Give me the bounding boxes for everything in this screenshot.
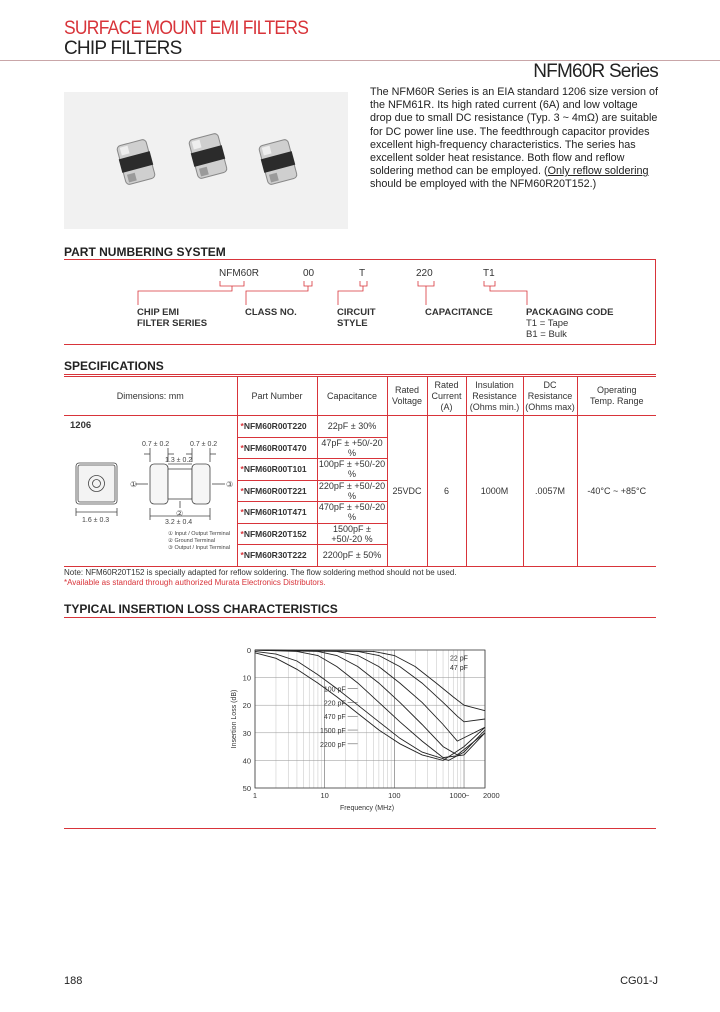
notes [64, 568, 457, 588]
specifications-title: SPECIFICATIONS [64, 359, 164, 373]
part-number: NFM60R00T220 [243, 421, 307, 432]
legend-3: ③ Output / Input Terminal [168, 545, 230, 551]
hdr-ins-1: Insulation [475, 379, 514, 390]
intro-underlined: Only reflow soldering [547, 165, 649, 178]
specifications-rule [64, 374, 656, 375]
hdr-ins-3: (Ohms min.) [469, 401, 520, 412]
y-axis-title: Insertion Loss (dB) [231, 689, 238, 749]
pn-label-packaging-title: PACKAGING CODE [526, 307, 614, 318]
series-title: NFM60R Series [533, 61, 658, 82]
part-number: NFM60R00T221 [243, 485, 307, 496]
dimensions-cell [64, 416, 237, 567]
pn-code-packaging: T1 [483, 268, 495, 279]
part-number-cell: *NFM60R30T222 [237, 545, 317, 567]
part-number: NFM60R00T101 [243, 464, 307, 475]
part-number: NFM60R20T152 [243, 528, 307, 539]
specifications-table [64, 376, 656, 567]
spec-header-row [64, 377, 656, 416]
x-tick-separator: ~ [465, 791, 470, 800]
hdr-part: Part Number [237, 377, 317, 416]
rated-voltage-cell: 25VDC [387, 416, 427, 567]
terminal-2-label: ② [176, 509, 184, 518]
pn-code-circuit: T [359, 268, 366, 279]
hdr-dc [523, 377, 577, 416]
hdr-curr [427, 377, 466, 416]
capacitance-cell: 2200pF ± 50% [317, 545, 387, 567]
hdr-curr-2: Current [431, 390, 462, 401]
pn-label-circuit-2: STYLE [337, 318, 368, 329]
series-label: 470 pF [323, 714, 346, 722]
hdr-dc-3: (Ohms max) [525, 401, 575, 412]
y-tick-label: 50 [242, 784, 251, 793]
pn-label-series-1: CHIP EMI [137, 307, 180, 318]
temp-range-cell: -40°C ~ +85°C [577, 416, 656, 567]
pn-label-series [137, 307, 207, 329]
capacitance-cell: 100pF ± +50/-20 % [318, 459, 386, 480]
pn-code-series: NFM60R [219, 268, 260, 279]
y-tick-label: 40 [242, 756, 251, 766]
y-tick-label: 30 [242, 728, 251, 738]
pn-label-circuit [337, 307, 376, 329]
pn-label-packaging [526, 307, 613, 340]
x-axis-title: Frequency (MHz) [339, 805, 395, 812]
part-number: NFM60R10T471 [243, 507, 307, 518]
part-number: NFM60R00T470 [243, 442, 307, 453]
note-line-2: *Available as standard through authorized Murata Electronics Distributors. [64, 578, 326, 587]
hdr-cap: Capacitance [317, 377, 387, 416]
series-label: 100 pF [323, 686, 346, 694]
part-numbering-title: PART NUMBERING SYSTEM [64, 245, 226, 259]
part-numbering-brackets [0, 0, 720, 320]
insertion-loss-chart [64, 632, 504, 822]
footer-divider [64, 828, 656, 829]
hdr-volt [387, 377, 427, 416]
hdr-volt-2: Voltage [391, 396, 423, 406]
part-number-cell: *NFM60R00T221 [237, 480, 317, 502]
x-tick-label: 2000 [483, 791, 500, 800]
capacitance-cell: 470pF ± +50/-20 % [318, 502, 386, 523]
series-label: 2200 pF [319, 741, 346, 749]
intro-text-end: should be employed with the NFM60R20T152.) [370, 178, 597, 191]
hdr-dims: Dimensions: mm [64, 377, 237, 416]
chart-labels [231, 646, 500, 812]
intro-text: The NFM60R Series is an EIA standard 1206 size version of the NFM61R. Its high rated current (6A) and low voltage drop due to small DC resistance (Typ. 3 ~ 4mΩ) are suitable for DC power line use. The feedthrough capacitor provides excellent high-frequency characteristics. The series has excellent solder heat resistance. Both flow and reflow soldering method can be employed. ( [370, 86, 659, 178]
capacitance-cell: 22pF ± 30% [317, 416, 387, 438]
pn-label-series-2: FILTER SERIES [137, 318, 208, 329]
series-line-100pf [255, 650, 485, 741]
hdr-temp-2: Temp. Range [589, 396, 644, 406]
pn-code-capacitance: 220 [416, 268, 433, 279]
hdr-dc-1: DC [543, 379, 557, 390]
catalog-code: CG01-J [620, 975, 658, 987]
hdr-ins-2: Resistance [472, 390, 517, 401]
series-label: 47 pF [450, 664, 468, 672]
dim-label-5: 3.2 ± 0.4 [165, 519, 193, 526]
x-tick-label: 1000 [449, 791, 467, 800]
page-number: 188 [64, 975, 83, 987]
pn-packaging-opt-2: B1 = Bulk [526, 329, 567, 340]
terminal-3-label: ③ [226, 480, 234, 489]
pn-label-class: CLASS NO. [245, 307, 297, 318]
legend-2: ② Ground Terminal [168, 538, 216, 544]
hdr-curr-3: (A) [440, 401, 453, 412]
pn-label-circuit-1: CIRCUIT [337, 307, 376, 318]
size-code: 1206 [70, 420, 92, 431]
x-tick-label: 10 [320, 791, 329, 800]
dim-label-3: 1.3 ± 0.2 [165, 457, 193, 464]
part-number-cell: *NFM60R00T470 [237, 437, 317, 459]
x-tick-label: 1 [252, 791, 258, 800]
hdr-temp-1: Operating [596, 385, 637, 395]
section-heading: SURFACE MOUNT EMI FILTERS [64, 18, 309, 39]
series-label: 22 pF [450, 655, 468, 663]
dim-label-2: 0.7 ± 0.2 [190, 441, 218, 448]
capacitance-cell: 47pF ± +50/-20 % [317, 437, 387, 459]
subsection-heading: CHIP FILTERS [64, 38, 182, 59]
insulation-cell: 1000M [466, 416, 523, 567]
dc-resistance-cell: .0057M [523, 416, 577, 567]
series-label: 220 pF [323, 700, 346, 708]
x-tick-label: 100 [388, 791, 401, 800]
hdr-volt-1: Rated [394, 385, 420, 395]
dim-label-4: 1.6 ± 0.3 [82, 517, 110, 524]
table-row [64, 416, 656, 438]
pn-packaging-opt-1: T1 = Tape [526, 318, 569, 329]
dimension-drawing [64, 416, 236, 556]
part-number-cell: *NFM60R10T471 [237, 502, 317, 524]
pn-code-class: 00 [303, 268, 315, 279]
y-tick-label: 10 [242, 673, 251, 683]
capacitance-cell: 1500pF ± +50/-20 % [317, 523, 387, 545]
hdr-temp [577, 377, 656, 416]
part-number: NFM60R30T222 [243, 550, 307, 561]
pn-label-capacitance: CAPACITANCE [425, 307, 493, 318]
hdr-ins [466, 377, 523, 416]
insertion-loss-rule [64, 617, 656, 618]
part-number-cell: *NFM60R00T101 [237, 459, 317, 481]
series-label: 1500 pF [319, 728, 346, 736]
part-number-cell: *NFM60R00T220 [237, 416, 317, 438]
rated-current-cell: 6 [427, 416, 466, 567]
hdr-dc-2: Resistance [527, 390, 573, 401]
terminal-1-label: ① [130, 480, 138, 489]
y-tick-label: 0 [246, 646, 251, 655]
insertion-loss-title: TYPICAL INSERTION LOSS CHARACTERISTICS [64, 602, 338, 616]
y-tick-label: 20 [242, 701, 251, 711]
hdr-curr-1: Rated [434, 379, 459, 390]
note-line-1: Note: NFM60R20T152 is specially adapted for reflow soldering. The flow soldering method should not be used. [64, 568, 457, 577]
capacitance-cell: 220pF ± +50/-20 % [318, 480, 386, 501]
legend-1: ① Input / Output Terminal [168, 531, 230, 537]
part-number-cell: *NFM60R20T152 [237, 523, 317, 545]
dim-label-1: 0.7 ± 0.2 [142, 441, 170, 448]
